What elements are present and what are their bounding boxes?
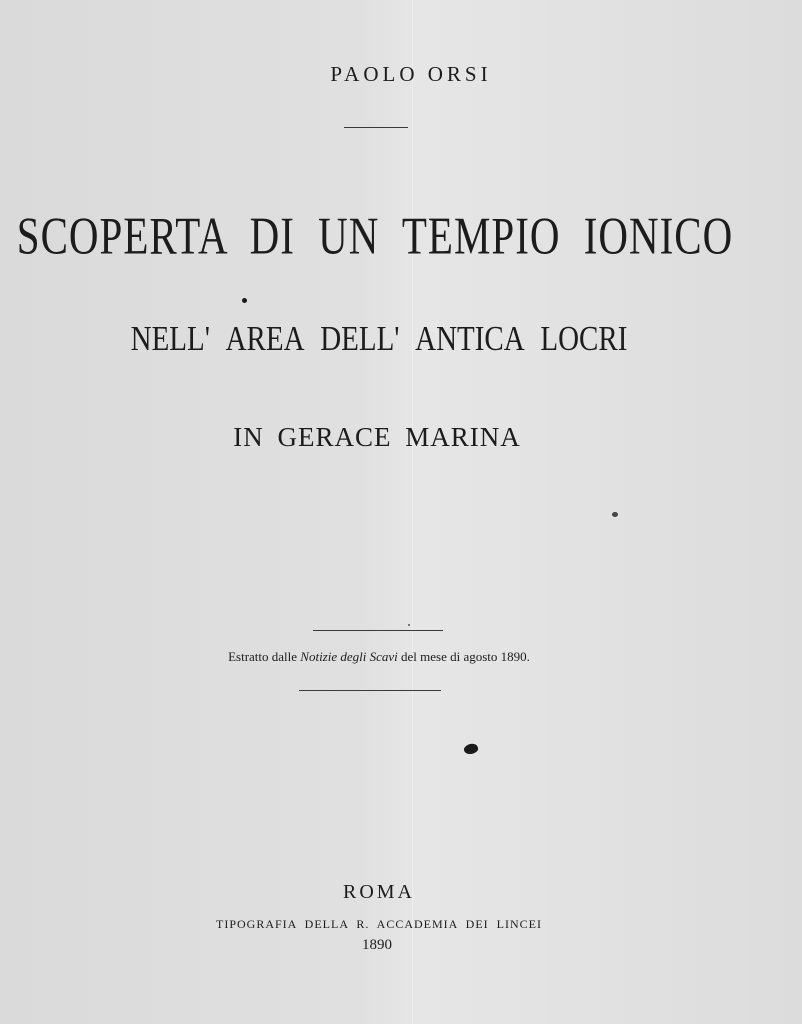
imprint-year: 1890 <box>362 937 392 953</box>
page-fold <box>412 0 413 1024</box>
divider-rule-lower <box>299 690 441 691</box>
divider-rule-top <box>344 127 408 128</box>
ink-speck <box>242 298 247 303</box>
journal-name: Notizie degli Scavi <box>300 649 398 664</box>
divider-rule-middle <box>313 630 443 631</box>
author-name: PAOLO ORSI <box>330 62 492 86</box>
imprint-printer: TIPOGRAFIA DELLA R. ACCADEMIA DEI LINCEI <box>216 917 542 931</box>
ink-blot <box>463 742 480 756</box>
imprint-city: ROMA <box>342 881 415 903</box>
extract-note <box>0 649 780 665</box>
extract-prefix: Estratto dalle <box>228 649 301 664</box>
document-subtitle: NELL' AREA DELL' ANTICA LOCRI <box>130 320 628 359</box>
extract-suffix: del mese di agosto 1890. <box>397 649 530 664</box>
document-title: SCOPERTA DI UN TEMPIO IONICO <box>16 206 734 266</box>
ink-speck <box>408 624 410 626</box>
document-place: IN GERACE MARINA <box>233 422 521 452</box>
ink-speck <box>612 512 618 517</box>
